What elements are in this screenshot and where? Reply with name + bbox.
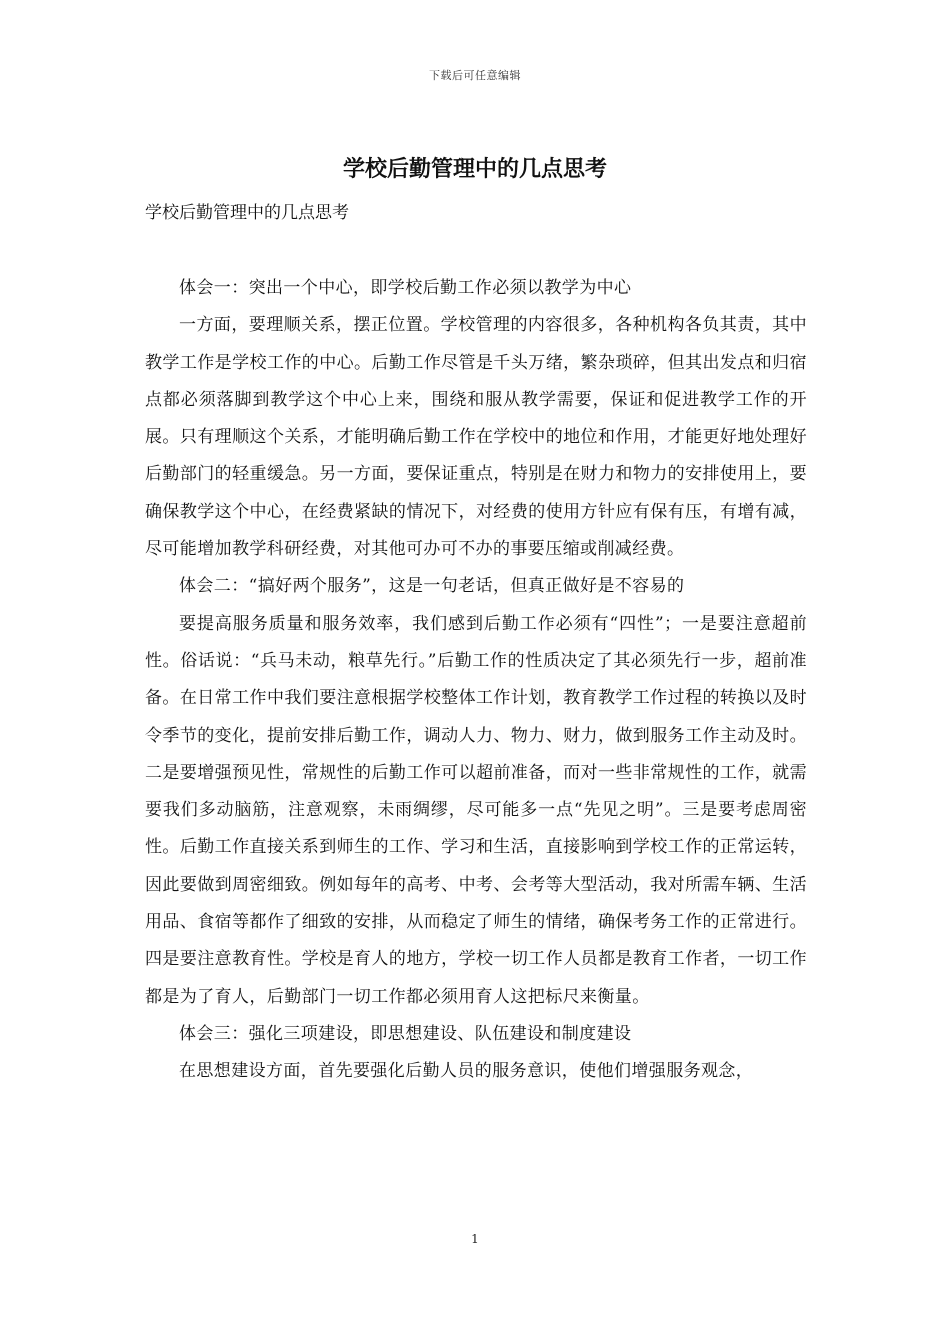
body-paragraph: 在思想建设方面，首先要强化后勤人员的服务意识，使他们增强服务观念， bbox=[179, 1061, 754, 1082]
document-title: 学校后勤管理中的几点思考 bbox=[342, 157, 607, 182]
page-number: 1 bbox=[471, 1232, 479, 1246]
section-heading-2: 体会二：“搞好两个服务”，这是一句老话，但真正做好是不容易的 bbox=[179, 576, 685, 597]
body-paragraph: 要提高服务质量和服务效率，我们感到后勤工作必须有“四性”；一是要注意超前性。俗话说：“兵马未动，粮草先行。”后勤工作的性质决定了其必须先行一步，超前准备。在日常工作中我们要注意根据学校整体工作计划，教育教学工作过程的转换以及时令季节的变化，提前安排后勤工作，调动人力、物力、财力，做到服务工作主动及时。二是要增强预见性，常规性的后勤工作可以超前准备，而对一些非常规性的工作，就需要我们多动脑筋，注意观察，未雨绸缪，尽可能多一点“先见之明”。三是要考虑周密性。后勤工作直接关系到师生的工作、学习和生活，直接影响到学校工作的正常运转，因此要做到周密细致。例如每年的高考、中考、会考等大型活动，我对所需车辆、生活用品、食宿等都作了细致的安排，从而稳定了师生的情绪，确保考务工作的正常进行。四是要注意教育性。学校是育人的地方，学校一切工作人员都是教育工作者，一切工作都是为了育人，后勤部门一切工作都必须用育人这把标尺来衡量。 bbox=[145, 613, 807, 1007]
section-heading-3: 体会三：强化三项建设，即思想建设、队伍建设和制度建设 bbox=[179, 1023, 632, 1044]
header-note: 下载后可任意编辑 bbox=[429, 69, 521, 82]
section-heading-1: 体会一：突出一个中心，即学校后勤工作必须以教学为中心 bbox=[179, 278, 632, 298]
document-subtitle: 学校后勤管理中的几点思考 bbox=[145, 203, 349, 223]
body-paragraph: 一方面，要理顺关系，摆正位置。学校管理的内容很多，各种机构各负其责，其中教学工作是学校工作的中心。后勤工作尽管是千头万绪，繁杂琐碎，但其出发点和归宿点都必须落脚到教学这个中心上来，围绕和服从教学需要，保证和促进教学工作的开展。只有理顺这个关系，才能明确后勤工作在学校中的地位和作用，才能更好地处理好后勤部门的轻重缓急。另一方面，要保证重点，特别是在财力和物力的安排使用上，要确保教学这个中心，在经费紧缺的情况下，对经费的使用方针应有保有压，有增有减，尽可能增加教学科研经费，对其他可办可不办的事要压缩或削减经费。 bbox=[145, 315, 807, 560]
document-body bbox=[145, 270, 807, 1091]
